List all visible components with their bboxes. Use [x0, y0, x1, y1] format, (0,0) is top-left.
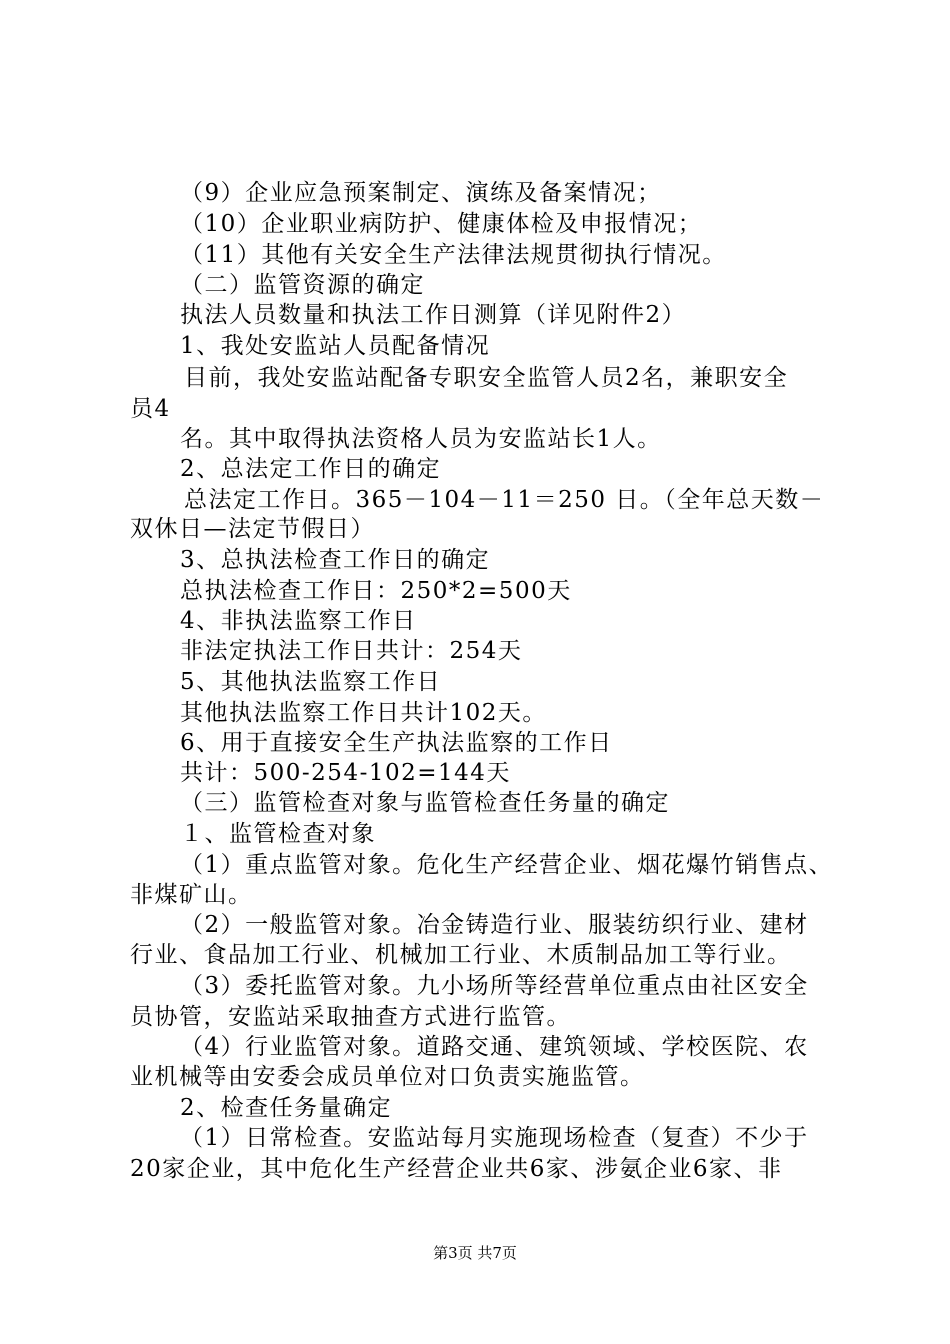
text-line: 行业、食品加工行业、机械加工行业、木质制品加工等行业。: [130, 942, 792, 968]
text-line: 执法人员数量和执法工作日测算（详见附件2）: [180, 302, 687, 328]
text-line: （3）委托监管对象。九小场所等经营单位重点由社区安全: [180, 973, 809, 999]
text-line: 名。其中取得执法资格人员为安监站长1人。: [180, 426, 662, 452]
text-line: （1）日常检查。安监站每月实施现场检查（复查）不少于: [180, 1125, 809, 1151]
text-line: 业机械等由安委会成员单位对口负责实施监管。: [130, 1064, 645, 1090]
subheading: 6、用于直接安全生产执法监察的工作日: [180, 730, 613, 756]
text-line: 员协管，安监站采取抽查方式进行监管。: [130, 1004, 571, 1030]
section-heading: （二）监管资源的确定: [180, 272, 425, 298]
text-line: 20家企业，其中危化生产经营企业共6家、涉氨企业6家、非: [130, 1156, 783, 1182]
page-footer: 第3页 共7页: [433, 1244, 517, 1262]
subheading: 4、非执法监察工作日: [180, 608, 417, 634]
subheading: 5、其他执法监察工作日: [180, 669, 442, 695]
subheading: １、监管检查对象: [180, 821, 376, 847]
subheading: 3、总执法检查工作日的确定: [180, 547, 491, 573]
text-line: 员4: [130, 396, 171, 422]
text-line: 双休日—法定节假日）: [130, 516, 375, 542]
text-line: 目前，我处安监站配备专职安全监管人员2名，兼职安全: [184, 365, 789, 391]
text-line: （10）企业职业病防护、健康体检及申报情况；: [180, 211, 703, 237]
text-line: 总法定工作日。365－104－11＝250 日。（全年总天数－: [184, 487, 825, 513]
subheading: 2、总法定工作日的确定: [180, 456, 442, 482]
text-line: 总执法检查工作日：250*2=500天: [180, 578, 572, 604]
text-line: （1）重点监管对象。危化生产经营企业、烟花爆竹销售点、: [180, 852, 834, 878]
text-line: 非法定执法工作日共计：254天: [180, 638, 523, 664]
text-line: （11）其他有关安全生产法律法规贯彻执行情况。: [180, 242, 727, 268]
text-line: （4）行业监管对象。道路交通、建筑领域、学校医院、农: [180, 1034, 809, 1060]
text-line: 非煤矿山。: [130, 882, 253, 908]
text-line: （2）一般监管对象。冶金铸造行业、服装纺织行业、建材: [180, 912, 809, 938]
subheading: 2、检查任务量确定: [180, 1095, 393, 1121]
text-line: 共计：500-254-102=144天: [180, 760, 511, 786]
section-heading: （三）监管检查对象与监管检查任务量的确定: [180, 790, 670, 816]
subheading: 1、我处安监站人员配备情况: [180, 333, 491, 359]
text-line: （9）企业应急预案制定、演练及备案情况；: [180, 180, 662, 206]
text-line: 其他执法监察工作日共计102天。: [180, 700, 547, 726]
